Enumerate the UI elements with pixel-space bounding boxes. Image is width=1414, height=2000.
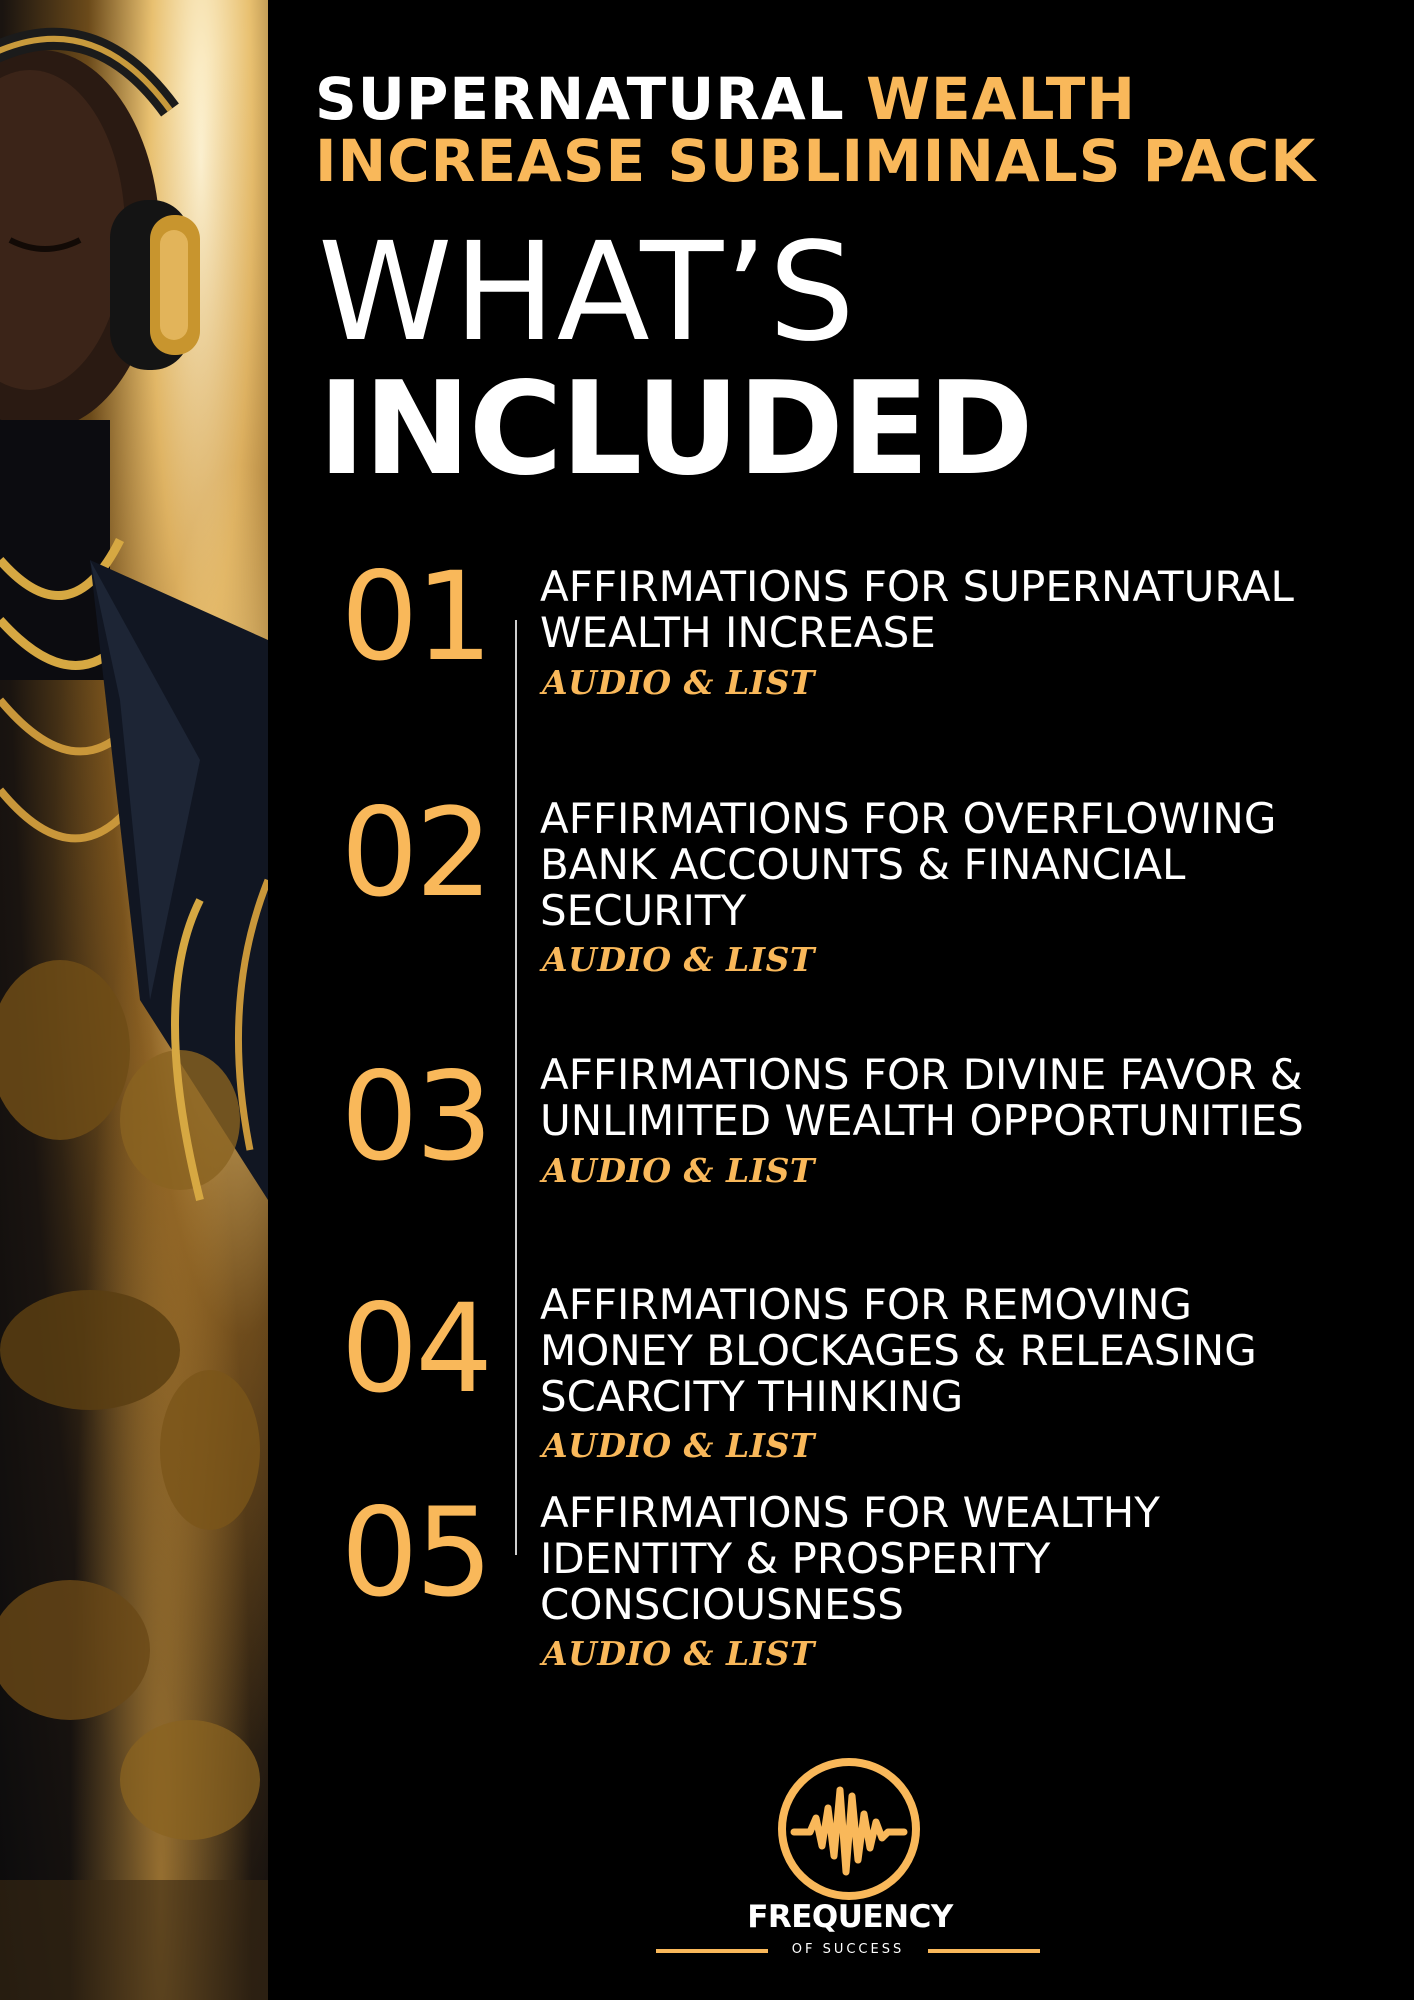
item-tag: AUDIO & LIST (542, 1634, 815, 1673)
item-tag: AUDIO & LIST (542, 1151, 815, 1190)
brand-tagline-row (656, 1939, 1040, 1961)
item-title-line: MONEY BLOCKAGES & RELEASING (540, 1326, 1257, 1375)
brand-tagline: OF SUCCESS (791, 1942, 905, 1957)
hero-illustration (0, 0, 268, 2000)
title-white-part: SUPERNATURAL (315, 65, 845, 133)
item-title-line: AFFIRMATIONS FOR WEALTHY (540, 1488, 1160, 1537)
item-title-line: AFFIRMATIONS FOR DIVINE FAVOR & (540, 1050, 1303, 1099)
item-title (540, 796, 1370, 934)
item-tag: AUDIO & LIST (542, 1426, 815, 1465)
item-title-line: SECURITY (540, 886, 747, 935)
item-title (540, 1052, 1370, 1144)
item-title-line: WEALTH INCREASE (540, 608, 936, 657)
divider-line (515, 620, 517, 1555)
brand-name: FREQUENCY (747, 1899, 953, 1935)
item-tag: AUDIO & LIST (542, 663, 815, 702)
pack-title (315, 65, 1395, 195)
item-title-line: AFFIRMATIONS FOR OVERFLOWING (540, 794, 1277, 843)
heading-included: INCLUDED (318, 355, 1032, 504)
item-number: 05 (340, 1482, 490, 1624)
item-title (540, 564, 1370, 656)
heading-whats: WHAT’S (318, 214, 856, 372)
soundwave-circle-icon (776, 1756, 922, 1902)
title-gold-part: WEALTH (865, 65, 1136, 133)
headphones-person-icon (0, 0, 268, 2000)
title-line2: INCREASE SUBLIMINALS PACK (315, 127, 1317, 195)
item-title-line: CONSCIOUSNESS (540, 1580, 904, 1629)
item-title-line: UNLIMITED WEALTH OPPORTUNITIES (540, 1096, 1304, 1145)
item-title (540, 1490, 1370, 1628)
item-title (540, 1282, 1370, 1420)
item-number: 02 (340, 782, 490, 924)
item-number: 04 (340, 1278, 490, 1420)
item-title-line: AFFIRMATIONS FOR REMOVING (540, 1280, 1192, 1329)
item-tag: AUDIO & LIST (542, 940, 815, 979)
item-title-line: BANK ACCOUNTS & FINANCIAL (540, 840, 1186, 889)
item-number: 03 (340, 1046, 490, 1188)
item-title-line: SCARCITY THINKING (540, 1372, 964, 1421)
item-title-line: AFFIRMATIONS FOR SUPERNATURAL (540, 562, 1294, 611)
tagline-bar-right (928, 1949, 1040, 1953)
item-number: 01 (340, 546, 490, 688)
tagline-bar-left (656, 1949, 768, 1953)
item-title-line: IDENTITY & PROSPERITY (540, 1534, 1051, 1583)
